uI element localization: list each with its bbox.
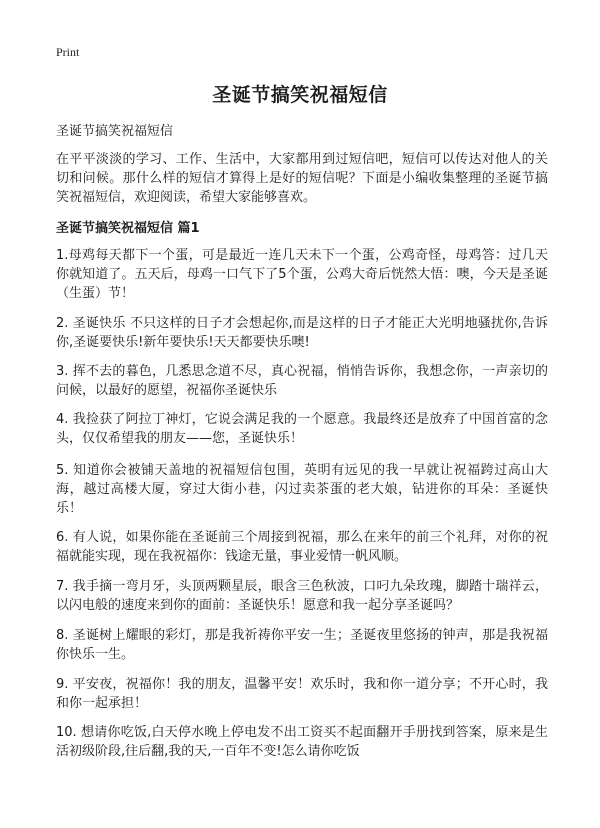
message-item-6: 6. 有人说，如果你能在圣诞前三个周接到祝福，那么在来年的前三个礼拜，对你的祝福就能实现，现在我祝福你：钱途无量，事业爱情一帆风顺。 <box>56 530 548 564</box>
message-item-2: 2. 圣诞快乐 不只这样的日子才会想起你,而是这样的日子才能正大光明地骚扰你,告诉你,圣诞要快乐!新年要快乐!天天都要快乐噢! <box>56 316 548 350</box>
section-heading: 圣诞节搞笑祝福短信 篇1 <box>56 221 200 236</box>
subtitle: 圣诞节搞笑祝福短信 <box>56 124 174 139</box>
message-item-7: 7. 我手摘一弯月牙，头顶两颗星辰，眼含三色秋波，口叼九朵玫瑰，脚踏十瑞祥云，以闪电般的速度来到你的面前：圣诞快乐！愿意和我一起分享圣诞吗？ <box>56 579 548 613</box>
print-link[interactable]: Print <box>56 45 80 59</box>
page-title: 圣诞节搞笑祝福短信 <box>212 84 388 106</box>
intro-paragraph: 在平平淡淡的学习、工作、生活中，大家都用到过短信吧，短信可以传达对他人的关切和问候。那什么样的短信才算得上是好的短信呢？下面是小编收集整理的圣诞节搞笑祝福短信，欢迎阅读，希望大家能够喜欢。 <box>56 152 548 205</box>
message-item-4: 4. 我捡获了阿拉丁神灯，它说会满足我的一个愿意。我最终还是放弃了中国首富的念头，仅仅希望我的朋友——您，圣诞快乐！ <box>56 412 548 446</box>
message-item-9: 9. 平安夜，祝福你！我的朋友，温馨平安！欢乐时，我和你一道分享；不开心时，我和你一起承担！ <box>56 677 548 711</box>
message-item-8: 8. 圣诞树上耀眼的彩灯，那是我祈祷你平安一生；圣诞夜里悠扬的钟声，那是我祝福你快乐一生。 <box>56 628 548 662</box>
message-item-10: 10. 想请你吃饭,白天停水晚上停电发不出工资买不起面翻开手册找到答案，原来是生活初级阶段,往后翻,我的天,一百年不变!怎么请你吃饭 <box>56 725 548 759</box>
message-item-3: 3. 挥不去的暮色，几悉思念道不尽，真心祝福，悄悄告诉你，我想念你，一声亲切的问候，以最好的愿望，祝福你圣诞快乐 <box>56 364 548 398</box>
message-item-1: 1.母鸡每天都下一个蛋，可是最近一连几天未下一个蛋，公鸡奇怪，母鸡答：过几天你就知道了。五天后，母鸡一口气下了5个蛋，公鸡大奇后恍然大悟：噢，今天是圣诞（生蛋）节！ <box>56 248 548 301</box>
message-item-5: 5. 知道你会被铺天盖地的祝福短信包围，英明有远见的我一早就让祝福跨过高山大海，越过高楼大厦，穿过大街小巷，闪过卖茶蛋的老大娘，钻进你的耳朵：圣诞快乐！ <box>56 463 548 516</box>
